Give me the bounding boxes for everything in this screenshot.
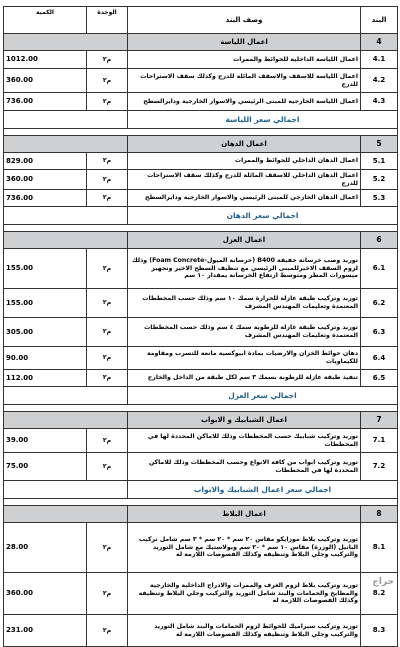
section-header-row [4,232,398,249]
section-header-row [4,412,398,429]
item-quantity: 112.00 [4,370,87,387]
section-header-row [4,34,398,51]
section-blank-cell [4,136,128,153]
table-row [4,153,398,170]
header-description: وصف البند [128,7,361,34]
section-total-row [4,111,398,129]
table-row [4,523,398,573]
section-number: 6 [361,232,398,249]
item-description: توريد وتركيب طبقة عازلة للحرارة سمك ١٠ سم وذلك حسب المخططات المعتمدة وتعليمات المهندس المشرف [128,289,361,318]
item-number: 4.3 [361,93,398,111]
item-unit: م٢ [87,370,128,387]
item-unit: م٢ [87,429,128,453]
section-total-blank [4,207,128,225]
section-total-row [4,207,398,225]
item-quantity: 231.00 [4,615,87,647]
section-spacer [4,225,398,232]
table-row [4,170,398,190]
item-description: توريد وتركيب بلاط لزوم الغرف والممرات والادراج الداخلية والخارجية والمطابخ والحمامات والبند شامل التوريد والتركيب وجلي البلاط وتنظيفه وكذلك الفصوصات اللازمة له [128,573,361,615]
item-number: 6.2 [361,289,398,318]
item-description: دهان حوائط الخزان والارضيات بمادة ابيوكسية مانعة للتسرب ومقاومة للكيماويات [128,347,361,370]
item-unit: م٢ [87,453,128,481]
item-unit: م٢ [87,69,128,93]
item-unit: م٢ [87,523,128,573]
item-quantity: 360.00 [4,170,87,190]
header-row [4,7,398,34]
item-number: 6.5 [361,370,398,387]
item-quantity: 39.00 [4,429,87,453]
table-row [4,51,398,69]
watermark-text: حراج [372,577,394,587]
item-description: اعمال اللياسة للاسقف والاسقف المائلة للدرج وكذلك سقف الاستراحات للدرج [128,69,361,93]
item-description: اعمال الدهان الداخلي للاسقف المائلة للدرج وكذلك سقف الاستراحات للدرج [128,170,361,190]
section-total-label: اجمالي سعر العزل [128,387,398,405]
table-row [4,318,398,347]
section-blank-cell [4,506,128,523]
item-quantity: 75.00 [4,453,87,481]
item-number: 4.2 [361,69,398,93]
item-number: 5.1 [361,153,398,170]
item-quantity: 28.00 [4,523,87,573]
item-quantity: 736.00 [4,190,87,207]
item-number: 6.1 [361,249,398,289]
item-description: تنفيذ طبقة عازلة للرطوبة بسمك ٣ سم لكل طبقة من الداخل والخارج [128,370,361,387]
item-number: 8.2 [361,573,398,615]
section-number: 4 [361,34,398,51]
item-unit: م٢ [87,249,128,289]
item-number: 8.3 [361,615,398,647]
section-number: 7 [361,412,398,429]
section-total-blank [4,387,128,405]
table-row [4,615,398,647]
item-quantity: 1012.00 [4,51,87,69]
spacer-cell [4,499,398,506]
item-number: 8.1 [361,523,398,573]
item-description: توريد وتركيب سيراميك للحوائط لزوم الحمامات والبند شامل التوريد والتركيب وجلي البلاط وتنظيفه وكذلك الفصوصات اللازمة له [128,615,361,647]
item-quantity: 360.00 [4,69,87,93]
item-quantity: 360.00 [4,573,87,615]
header-item-no: البند [361,7,398,34]
item-unit: م٢ [87,347,128,370]
spacer-cell [4,225,398,232]
section-total-label: اجمالي سعر اعمال الشبابيك والابواب [128,481,398,499]
section-number: 5 [361,136,398,153]
item-description: اعمال اللياسة الداخلية للحوائط والممرات [128,51,361,69]
item-description: اعمال اللياسة الخارجية للمبنى الرئيسي والاسوار الخارجية ودايرالسطح [128,93,361,111]
section-blank-cell [4,412,128,429]
item-description: اعمال الدهان الخارجي للمبنى الرئيسي والاسوار الخارجية ودايرالسطح [128,190,361,207]
section-total-blank [4,481,128,499]
section-total-row [4,387,398,405]
table-row [4,190,398,207]
table-row [4,289,398,318]
item-unit: م٢ [87,190,128,207]
table-row [4,370,398,387]
spacer-cell [4,405,398,412]
spacer-cell [4,129,398,136]
item-description: اعمال الدهان الداخلي للحوائط والممرات [128,153,361,170]
item-unit: م٢ [87,153,128,170]
item-unit: م٢ [87,170,128,190]
item-number: 6.3 [361,318,398,347]
item-description: توريد وتركيب بلاط موزايكو مقاس ٢٠ سم * ٢٠ سم * ٣ سم شامل تركيب البانيل (الوزرة) مقاس ١٠ سم * ٢٠ سم وبولاستيك مع شامل التوريد والتركيب وجلي البلاط وتنظيفه وكذلك الفصوصات اللازمة له [128,523,361,573]
item-number: 4.1 [361,51,398,69]
item-quantity: 736.00 [4,93,87,111]
section-title: اعمال الدهان [128,136,361,153]
table-row [4,573,398,615]
item-quantity: 155.00 [4,289,87,318]
header-unit: الوحدة [87,7,128,34]
table-row [4,69,398,93]
section-blank-cell [4,232,128,249]
boq-body [4,34,398,647]
header-quantity: الكمية [4,7,87,34]
item-description: توريد وتركيب شبابيك حسب المخططات وذلك للاماكن المحددة لها في المخططات [128,429,361,453]
section-title: اعمال اللياسة [128,34,361,51]
section-total-label: اجمالي سعر الدهان [128,207,398,225]
section-blank-cell [4,34,128,51]
section-title: اعمال البلاط [128,506,361,523]
item-number: 5.2 [361,170,398,190]
table-row [4,249,398,289]
section-number: 8 [361,506,398,523]
item-description: توريد وتركيب طبقة عازلة للرطوبة سمك ٤ سم وذلك حسب المخططات المعتمدة وتعليمات المهندس المشرف [128,318,361,347]
section-total-blank [4,111,128,129]
item-quantity: 305.00 [4,318,87,347]
table-row [4,453,398,481]
section-header-row [4,136,398,153]
section-header-row [4,506,398,523]
item-unit: م٢ [87,573,128,615]
item-number: 7.2 [361,453,398,481]
item-number: 5.3 [361,190,398,207]
section-title: اعمال العزل [128,232,361,249]
item-quantity: 90.00 [4,347,87,370]
boq-table [3,6,398,647]
section-total-row [4,481,398,499]
section-total-label: اجمالي سعر اللياسة [128,111,398,129]
table-row [4,93,398,111]
item-description: توريد وصب خرسانة خفيفة B400 (خرسانة الميول-Foam Concrete) وذلك لزوم السقف الاخيرللمبنى الرئيسي مع تنظيف السطح الاخير وتجهيز ميسورات المطر ومتوسط ارتفاع الخرسانة يمقدار ١٠ سم [128,249,361,289]
item-quantity: 155.00 [4,249,87,289]
section-title: اعمال الشبابيك و الابواب [128,412,361,429]
section-spacer [4,499,398,506]
item-unit: م٢ [87,615,128,647]
table-row [4,347,398,370]
item-unit: م٢ [87,289,128,318]
item-number: 6.4 [361,347,398,370]
section-spacer [4,405,398,412]
item-description: توريد وتركيب ابواب من كافة الانواع وحسب المخططات وذلك للاماكن المحددة لها في المخططات [128,453,361,481]
item-unit: م٢ [87,318,128,347]
section-spacer [4,129,398,136]
item-unit: م٢ [87,93,128,111]
item-unit: م٢ [87,51,128,69]
table-row [4,429,398,453]
item-number: 7.1 [361,429,398,453]
item-quantity: 829.00 [4,153,87,170]
